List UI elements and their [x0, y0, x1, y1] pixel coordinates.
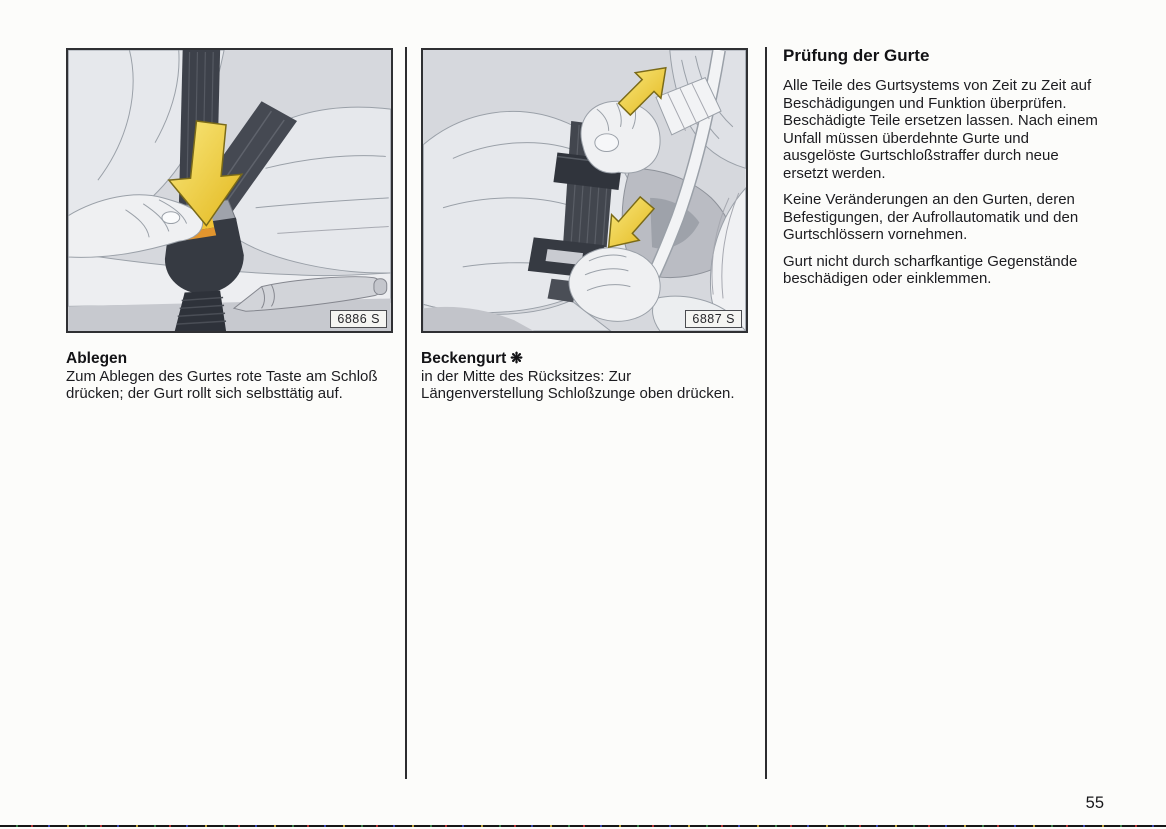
figure-beckengurt-frame — [421, 48, 748, 333]
caption-title: Ablegen — [66, 350, 128, 367]
article-paragraph-1: Alle Teile des Gurtsystems von Zeit zu Zeit auf Beschädigungen und Funktion überprüfen. Beschädigte Teile ersetzen lassen. Nach einem Unfall müssen überdehnte Gurte und ausgelöste Gurtschloßstraffer durch neue ersetzt werden. — [783, 77, 1098, 182]
figure-ablegen-frame — [66, 48, 393, 333]
thumb — [595, 134, 619, 152]
figure-ablegen — [66, 48, 393, 402]
thumbnail — [162, 212, 180, 224]
seatbelt-release-illustration — [68, 50, 391, 331]
article-paragraph-3: Gurt nicht durch scharfkantige Gegenstände beschädigen oder einklemmen. — [783, 252, 1078, 287]
column-divider-left — [405, 47, 407, 779]
article-pruefung-der-gurte — [783, 46, 1105, 297]
article-paragraph-2: Keine Veränderungen an den Gurten, deren Befestigungen, der Aufrollautomatik und den Gurtschlössern vornehmen. — [783, 191, 1079, 243]
caption-body: Zum Ablegen des Gurtes rote Taste am Schloß drücken; der Gurt rollt sich selbsttätig auf. — [66, 368, 378, 402]
optional-equipment-marker: ❋ — [510, 350, 523, 367]
figure-beckengurt — [421, 48, 748, 402]
figure-label: 6886 S — [330, 310, 387, 328]
figure-beckengurt-caption — [421, 350, 747, 402]
article-heading: Prüfung der Gurte — [783, 46, 930, 65]
column-divider-right — [765, 47, 767, 779]
lap-belt-adjustment-illustration — [423, 50, 746, 331]
hand-pulling-belt — [581, 101, 660, 173]
caption-title: Beckengurt ❋ — [421, 350, 523, 367]
scan-edge-artifact — [0, 825, 1166, 827]
caption-body: in der Mitte des Rücksitzes: Zur Längenverstellung Schloßzunge oben drücken. — [421, 368, 735, 402]
page-number: 55 — [1085, 794, 1104, 812]
figure-label: 6887 S — [685, 310, 742, 328]
figure-ablegen-caption — [66, 350, 392, 402]
